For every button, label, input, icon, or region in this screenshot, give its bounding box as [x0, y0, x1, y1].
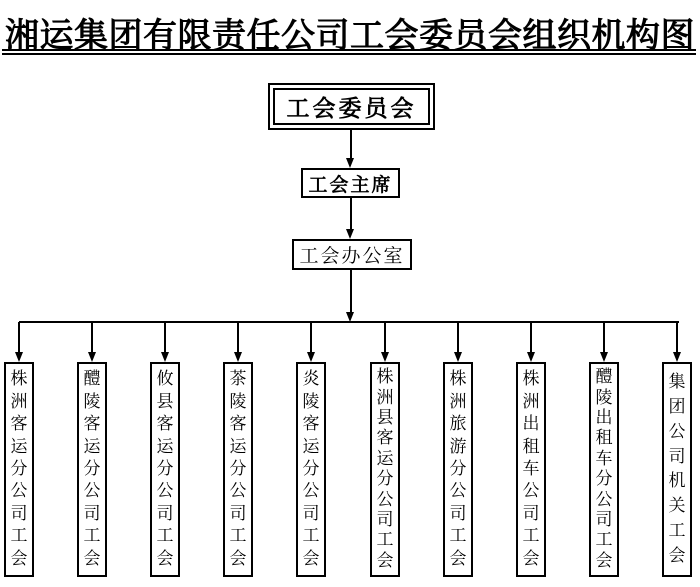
branch-char: 分 [156, 458, 174, 479]
branch-char: 游 [449, 436, 467, 457]
branch-box-3 [223, 362, 253, 577]
node-union-committee-label: 工会委员会 [273, 88, 430, 125]
branch-char: 攸 [156, 369, 174, 390]
branch-char: 株 [376, 367, 394, 388]
node-union-committee [268, 83, 435, 130]
branch-char: 株 [10, 369, 28, 390]
branch-char: 会 [302, 548, 320, 569]
branch-char: 车 [522, 458, 540, 479]
branch-char: 洲 [376, 387, 394, 408]
branch-char: 公 [10, 481, 28, 502]
branch-char: 集 [668, 371, 686, 392]
branch-char: 运 [10, 436, 28, 457]
branch-char: 会 [522, 548, 540, 569]
branch-char: 公 [302, 481, 320, 502]
branch-char: 司 [156, 503, 174, 524]
branch-char: 司 [83, 503, 101, 524]
branch-char: 株 [522, 369, 540, 390]
branch-connector-line [237, 322, 239, 352]
connector-chairman-office [350, 198, 352, 229]
branch-char: 客 [376, 428, 394, 449]
branch-char: 司 [595, 509, 613, 530]
connector-committee-chairman [350, 130, 352, 158]
branch-arrowhead [307, 352, 315, 362]
branch-connector-line [384, 322, 386, 352]
branch-box-2 [150, 362, 180, 577]
branch-char: 会 [83, 548, 101, 569]
branch-char: 司 [302, 503, 320, 524]
branch-char: 茶 [229, 369, 247, 390]
branch-char: 关 [668, 496, 686, 517]
branch-char: 客 [10, 414, 28, 435]
branch-char: 炎 [302, 369, 320, 390]
branch-char: 分 [10, 458, 28, 479]
branch-char: 会 [449, 548, 467, 569]
branch-char: 公 [449, 481, 467, 502]
branch-char: 客 [302, 414, 320, 435]
branch-box-9 [662, 362, 692, 577]
branch-char: 分 [449, 458, 467, 479]
branch-char: 司 [229, 503, 247, 524]
branch-char: 会 [668, 546, 686, 566]
branch-char: 客 [83, 414, 101, 435]
branch-char: 陵 [302, 391, 320, 412]
branch-connector-line [18, 322, 20, 352]
branch-distribution-line [19, 321, 679, 323]
branch-box-1 [77, 362, 107, 577]
branch-box-5 [370, 362, 400, 577]
branch-arrowhead [15, 352, 23, 362]
branch-char: 公 [229, 481, 247, 502]
branch-connector-line [603, 322, 605, 352]
branch-char: 洲 [10, 391, 28, 412]
branch-char: 司 [668, 446, 686, 467]
branch-char: 公 [668, 421, 686, 442]
branch-char: 出 [522, 414, 540, 435]
branch-char: 运 [156, 436, 174, 457]
branch-char: 司 [10, 503, 28, 524]
chart-title: 湘运集团有限责任公司工会委员会组织机构图 [5, 17, 695, 55]
branch-connector-line [457, 322, 459, 352]
node-union-office: 工会办公室 [292, 239, 412, 270]
branch-char: 车 [595, 448, 613, 469]
branch-char: 分 [229, 458, 247, 479]
branch-char: 株 [449, 369, 467, 390]
branch-arrowhead [88, 352, 96, 362]
node-union-chairman: 工会主席 [301, 168, 400, 198]
branch-connector-line [530, 322, 532, 352]
branch-char: 会 [156, 548, 174, 569]
branch-char: 客 [229, 414, 247, 435]
branch-char: 工 [156, 526, 174, 547]
branch-char: 工 [10, 526, 28, 547]
branch-char: 运 [302, 436, 320, 457]
branch-arrowhead [600, 352, 608, 362]
branch-arrowhead [381, 352, 389, 362]
branch-char: 工 [83, 526, 101, 547]
branch-char: 工 [229, 526, 247, 547]
branch-char: 运 [229, 436, 247, 457]
branch-connector-line [164, 322, 166, 352]
branch-char: 司 [522, 503, 540, 524]
connector-office-branches [350, 270, 352, 312]
branch-label [591, 364, 617, 575]
title-double-underline [2, 49, 696, 55]
branch-char: 旅 [449, 414, 467, 435]
branch-connector-line [310, 322, 312, 352]
branch-char: 陵 [595, 387, 613, 408]
branch-char: 分 [376, 469, 394, 490]
branch-char: 县 [156, 391, 174, 412]
branch-char: 洲 [522, 391, 540, 412]
branch-box-4 [296, 362, 326, 577]
branch-label [225, 364, 251, 575]
branch-char: 出 [595, 408, 613, 429]
branch-label [152, 364, 178, 575]
branch-box-7 [516, 362, 546, 577]
branch-label [445, 364, 471, 575]
branch-char: 团 [668, 396, 686, 417]
branch-char: 司 [449, 503, 467, 524]
branch-char: 机 [668, 471, 686, 492]
branch-char: 工 [376, 530, 394, 551]
branch-label [372, 364, 398, 575]
branch-char: 工 [449, 526, 467, 547]
branch-char: 会 [10, 548, 28, 569]
branch-box-6 [443, 362, 473, 577]
branch-connector-line [91, 322, 93, 352]
branch-char: 县 [376, 408, 394, 429]
branch-char: 公 [83, 481, 101, 502]
branch-char: 分 [83, 458, 101, 479]
branch-arrowhead [454, 352, 462, 362]
branch-char: 租 [595, 428, 613, 449]
branch-char: 公 [156, 481, 174, 502]
branch-label [6, 364, 32, 575]
branch-char: 醴 [595, 367, 613, 388]
branch-char: 公 [522, 481, 540, 502]
branch-arrowhead [161, 352, 169, 362]
branch-label [79, 364, 105, 575]
branch-char: 会 [229, 548, 247, 569]
branch-char: 工 [302, 526, 320, 547]
branch-char: 醴 [83, 369, 101, 390]
branch-label [298, 364, 324, 575]
branch-label [518, 364, 544, 575]
branch-arrowhead [673, 352, 681, 362]
branch-char: 陵 [83, 391, 101, 412]
arrowhead-committee-chairman [346, 158, 354, 168]
branch-char: 分 [302, 458, 320, 479]
branch-connector-line [676, 322, 678, 352]
branch-box-0 [4, 362, 34, 577]
branch-char: 运 [83, 436, 101, 457]
branch-char: 工 [668, 521, 686, 542]
branch-char: 客 [156, 414, 174, 435]
branch-char: 分 [595, 469, 613, 490]
branch-arrowhead [234, 352, 242, 362]
branch-char: 陵 [229, 391, 247, 412]
branch-char: 工 [522, 526, 540, 547]
branch-char: 会 [595, 550, 613, 571]
branch-label [664, 364, 690, 575]
branch-char: 公 [595, 489, 613, 510]
branch-char: 会 [376, 550, 394, 571]
branch-char: 司 [376, 509, 394, 530]
arrowhead-chairman-office [346, 229, 354, 239]
branch-arrowhead [527, 352, 535, 362]
branch-char: 运 [376, 448, 394, 469]
branch-box-8 [589, 362, 619, 577]
branch-char: 租 [522, 436, 540, 457]
branch-char: 工 [595, 530, 613, 551]
branch-char: 公 [376, 489, 394, 510]
branch-char: 洲 [449, 391, 467, 412]
